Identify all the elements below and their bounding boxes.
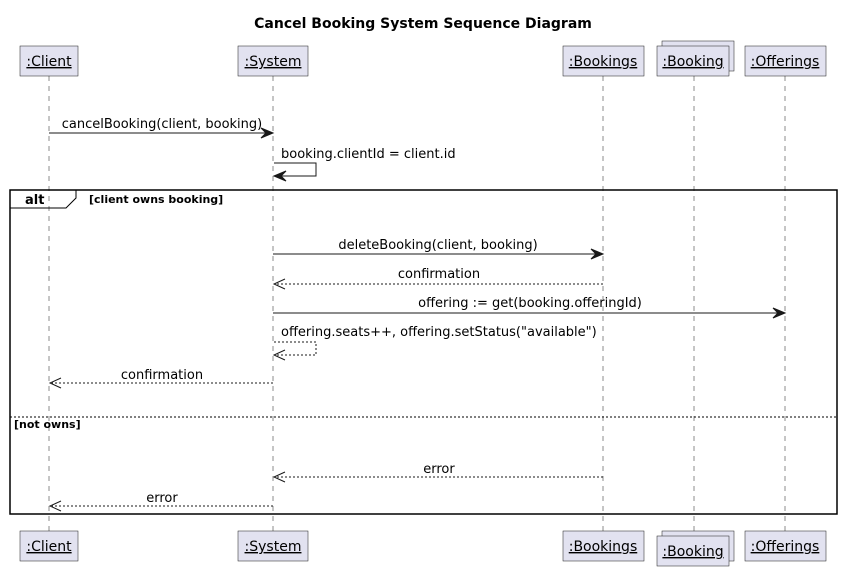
message-self-check-owner-label: booking.clientId = client.id (281, 147, 456, 162)
participant-booking-top (657, 41, 734, 76)
participant-offerings-top (745, 46, 826, 76)
message-confirmation-client (50, 368, 273, 388)
message-get-offering (273, 296, 785, 318)
message-self-update-seats-label: offering.seats++, offering.setStatus("available") (281, 325, 597, 340)
diagram-title: Cancel Booking System Sequence Diagram (254, 16, 592, 32)
message-error-bookings-label: error (423, 462, 455, 477)
participant-client-label: :Client (26, 54, 72, 70)
message-confirmation-return-label: confirmation (397, 267, 481, 282)
message-cancel-booking-label: cancelBooking(client, booking) (61, 117, 263, 132)
participant-offerings-label: :Offerings (750, 54, 820, 70)
participant-system-label: :System (244, 54, 302, 70)
message-get-offering-label: offering := get(booking.offeringId) (418, 296, 642, 311)
participant-bookings-label: :Bookings (568, 54, 638, 70)
participant-offerings-bottom (745, 531, 826, 561)
participant-system-bottom (238, 531, 308, 561)
message-self-update-seats (274, 325, 597, 360)
message-error-bookings (274, 462, 603, 482)
alt-guard-not-owns: [not owns] (14, 418, 81, 431)
participant-booking-label: :Booking (662, 54, 724, 70)
message-confirmation-client-label: confirmation (120, 368, 204, 383)
participant-bookings-bottom-label: :Bookings (568, 539, 638, 555)
participant-system-bottom-label: :System (244, 539, 302, 555)
participant-bookings-bottom (563, 531, 644, 561)
message-self-check-owner (274, 147, 456, 181)
message-confirmation-return (274, 267, 603, 289)
alt-keyword: alt (25, 193, 45, 208)
participant-offerings-bottom-label: :Offerings (750, 539, 820, 555)
alt-guard-owns: [client owns booking] (89, 193, 224, 206)
participant-booking-bottom-label: :Booking (662, 544, 724, 560)
message-delete-booking (273, 238, 603, 259)
participant-client-bottom-label: :Client (26, 539, 72, 555)
message-cancel-booking (49, 117, 273, 138)
participant-client-bottom (20, 531, 78, 561)
message-error-client-label: error (146, 491, 178, 506)
participant-client-top (20, 46, 78, 76)
participant-system-top (238, 46, 308, 76)
participant-bookings-top (563, 46, 644, 76)
message-error-client (50, 491, 273, 511)
message-delete-booking-label: deleteBooking(client, booking) (338, 238, 538, 253)
participant-booking-bottom (657, 531, 734, 566)
